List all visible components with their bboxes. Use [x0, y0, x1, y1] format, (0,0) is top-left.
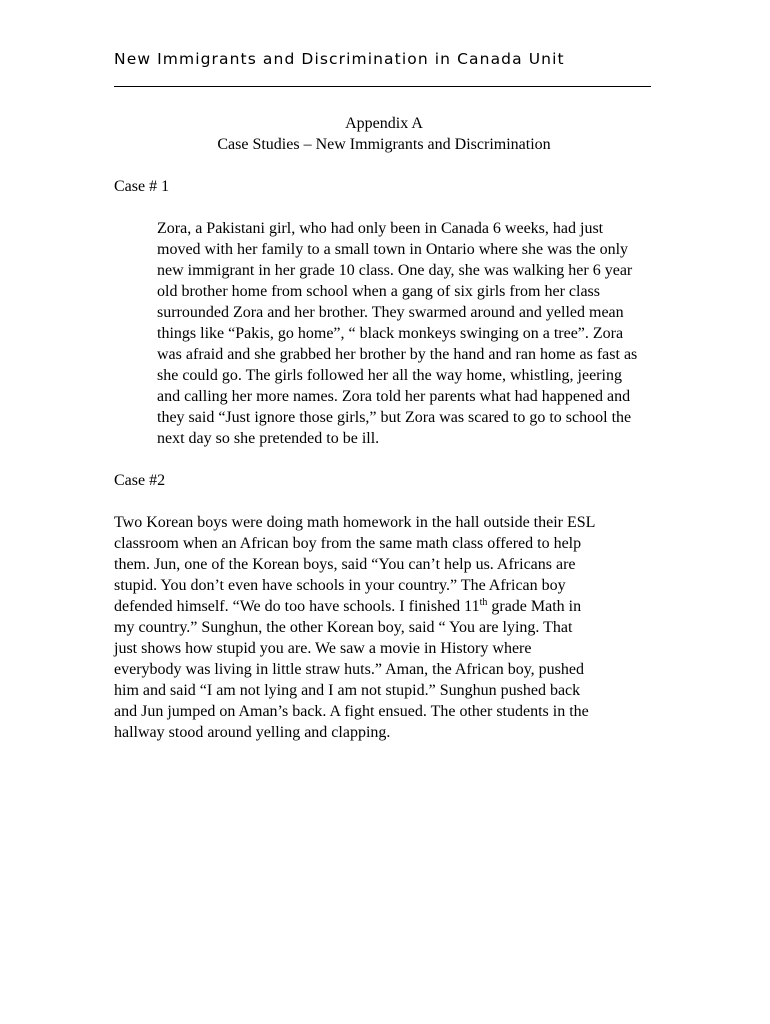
case-2-line: just shows how stupid you are. We saw a movie in History where	[114, 640, 532, 657]
case-2-line: and Jun jumped on Aman’s back. A fight ensued. The other students in the	[114, 703, 589, 720]
appendix-title: Appendix A	[345, 115, 423, 132]
case-1-line: they said “Just ignore those girls,” but Zora was scared to go to school the	[157, 409, 632, 426]
case-1-line: next day so she pretended to be ill.	[157, 430, 380, 447]
case-1-label: Case # 1	[114, 178, 170, 195]
document-body	[114, 113, 654, 743]
case-2-line: classroom when an African boy from the same math class offered to help	[114, 535, 582, 552]
case-2-line-part: defended himself. “We do too have schools. I finished 11	[114, 598, 480, 615]
case-1-paragraph	[114, 218, 654, 449]
case-2-line: them. Jun, one of the Korean boys, said “You can’t help us. Africans are	[114, 556, 576, 573]
case-1-line: surrounded Zora and her brother. They swarmed around and yelled mean	[157, 304, 624, 321]
case-1-line: new immigrant in her grade 10 class. One day, she was walking her 6 year	[157, 262, 633, 279]
case-2-line: stupid. You don’t even have schools in your country.” The African boy	[114, 577, 566, 594]
case-1-line: and calling her more names. Zora told her parents what had happened and	[157, 388, 631, 405]
case-2-line-part: grade Math in	[487, 598, 582, 615]
case-2-label: Case #2	[114, 472, 166, 489]
case-2-line: my country.” Sunghun, the other Korean boy, said “ You are lying. That	[114, 619, 573, 636]
case-2-line: everybody was living in little straw huts.” Aman, the African boy, pushed	[114, 661, 584, 678]
case-2-line: hallway stood around yelling and clapping.	[114, 724, 391, 741]
case-1-line: moved with her family to a small town in Ontario where she was the only	[157, 241, 629, 258]
case-1-line: old brother home from school when a gang of six girls from her class	[157, 283, 601, 300]
appendix-subtitle: Case Studies – New Immigrants and Discrimination	[217, 136, 551, 153]
case-2-line: Two Korean boys were doing math homework in the hall outside their ESL	[114, 514, 596, 531]
case-2-line: him and said “I am not lying and I am not stupid.” Sunghun pushed back	[114, 682, 581, 699]
case-1-line: was afraid and she grabbed her brother by the hand and ran home as fast as	[157, 346, 638, 363]
running-header: New Immigrants and Discrimination in Canada Unit	[114, 50, 565, 68]
case-1-line: Zora, a Pakistani girl, who had only been in Canada 6 weeks, had just	[157, 220, 604, 237]
header-rule	[114, 86, 651, 87]
ordinal-superscript: th	[479, 597, 488, 608]
case-1-line: things like “Pakis, go home”, “ black monkeys swinging on a tree”. Zora	[157, 325, 624, 342]
case-1-line: she could go. The girls followed her all the way home, whistling, jeering	[157, 367, 622, 384]
case-2-line-superscript	[114, 596, 654, 617]
case-2-paragraph	[114, 512, 654, 743]
